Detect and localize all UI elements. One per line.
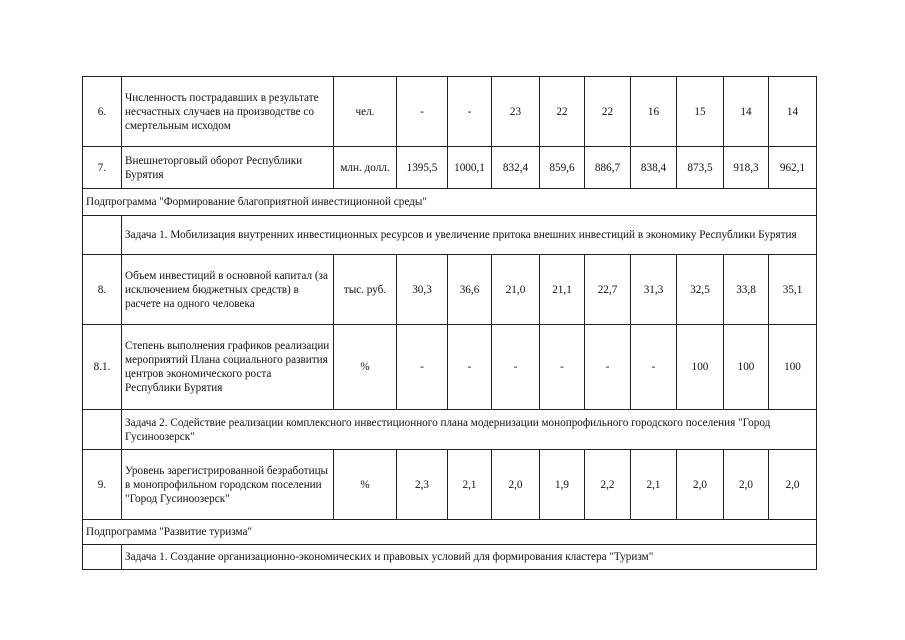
value-cell: 31,3 xyxy=(631,255,677,325)
empty-cell xyxy=(83,545,122,570)
table-row xyxy=(83,255,817,325)
value-cell: - xyxy=(585,325,631,410)
value-cell: 832,4 xyxy=(492,147,540,189)
value-cell: 35,1 xyxy=(769,255,817,325)
value-cell: 2,2 xyxy=(585,450,631,520)
unit: млн. долл. xyxy=(334,147,397,189)
subprogram-title: Подпрограмма "Развитие туризма" xyxy=(83,520,817,545)
value-cell: 1,9 xyxy=(540,450,585,520)
value-cell: 22 xyxy=(585,77,631,147)
value-cell: - xyxy=(397,325,448,410)
unit: чел. xyxy=(334,77,397,147)
indicator-name: Степень выполнения графиков реализации мероприятий Плана социального развития центров экономического роста Республики Бурятия xyxy=(122,325,334,410)
task-row xyxy=(83,410,817,450)
unit: тыс. руб. xyxy=(334,255,397,325)
value-cell: - xyxy=(448,325,492,410)
value-cell: 873,5 xyxy=(677,147,724,189)
value-cell: 918,3 xyxy=(724,147,769,189)
empty-cell xyxy=(83,410,122,450)
empty-cell xyxy=(83,216,122,255)
value-cell: - xyxy=(397,77,448,147)
value-cell: 100 xyxy=(677,325,724,410)
value-cell: 2,1 xyxy=(448,450,492,520)
value-cell: 962,1 xyxy=(769,147,817,189)
table-row xyxy=(83,77,817,147)
subprogram-row xyxy=(83,520,817,545)
subprogram-row xyxy=(83,189,817,216)
value-cell: 22 xyxy=(540,77,585,147)
indicator-name: Внешнеторговый оборот Республики Бурятия xyxy=(122,147,334,189)
task-title: Задача 1. Мобилизация внутренних инвестиционных ресурсов и увеличение притока внешних инвестиций в экономику Республики Бурятия xyxy=(122,216,817,255)
value-cell: 1000,1 xyxy=(448,147,492,189)
value-cell: - xyxy=(540,325,585,410)
task-row xyxy=(83,545,817,570)
value-cell: 14 xyxy=(724,77,769,147)
value-cell: 2,3 xyxy=(397,450,448,520)
value-cell: 886,7 xyxy=(585,147,631,189)
row-number: 8. xyxy=(83,255,122,325)
unit: % xyxy=(334,450,397,520)
value-cell: 100 xyxy=(769,325,817,410)
subprogram-title: Подпрограмма "Формирование благоприятной инвестиционной среды" xyxy=(83,189,817,216)
value-cell: 21,1 xyxy=(540,255,585,325)
indicator-name: Уровень зарегистрированной безработицы в монопрофильном городском поселении "Город Гусиноозерск" xyxy=(122,450,334,520)
value-cell: - xyxy=(448,77,492,147)
value-cell: 14 xyxy=(769,77,817,147)
value-cell: 2,0 xyxy=(769,450,817,520)
row-number: 7. xyxy=(83,147,122,189)
indicators-table xyxy=(82,76,817,570)
value-cell: 2,0 xyxy=(724,450,769,520)
unit: % xyxy=(334,325,397,410)
task-title: Задача 2. Содействие реализации комплексного инвестиционного плана модернизации монопрофильного городского поселения "Город Гусиноозерск" xyxy=(122,410,817,450)
value-cell: 21,0 xyxy=(492,255,540,325)
value-cell: - xyxy=(631,325,677,410)
indicator-name: Объем инвестиций в основной капитал (за исключением бюджетных средств) в расчете на одного человека xyxy=(122,255,334,325)
table-row xyxy=(83,450,817,520)
value-cell: 36,6 xyxy=(448,255,492,325)
value-cell: 23 xyxy=(492,77,540,147)
value-cell: 32,5 xyxy=(677,255,724,325)
value-cell: 2,1 xyxy=(631,450,677,520)
value-cell: 22,7 xyxy=(585,255,631,325)
value-cell: - xyxy=(492,325,540,410)
value-cell: 838,4 xyxy=(631,147,677,189)
value-cell: 16 xyxy=(631,77,677,147)
value-cell: 33,8 xyxy=(724,255,769,325)
value-cell: 1395,5 xyxy=(397,147,448,189)
row-number: 8.1. xyxy=(83,325,122,410)
row-number: 9. xyxy=(83,450,122,520)
value-cell: 30,3 xyxy=(397,255,448,325)
value-cell: 100 xyxy=(724,325,769,410)
task-row xyxy=(83,216,817,255)
row-number: 6. xyxy=(83,77,122,147)
table-row xyxy=(83,325,817,410)
indicator-name: Численность пострадавших в результате несчастных случаев на производстве со смертельным исходом xyxy=(122,77,334,147)
value-cell: 15 xyxy=(677,77,724,147)
value-cell: 859,6 xyxy=(540,147,585,189)
task-title: Задача 1. Создание организационно-экономических и правовых условий для формирования кластера "Туризм" xyxy=(122,545,817,570)
table-row xyxy=(83,147,817,189)
value-cell: 2,0 xyxy=(677,450,724,520)
value-cell: 2,0 xyxy=(492,450,540,520)
